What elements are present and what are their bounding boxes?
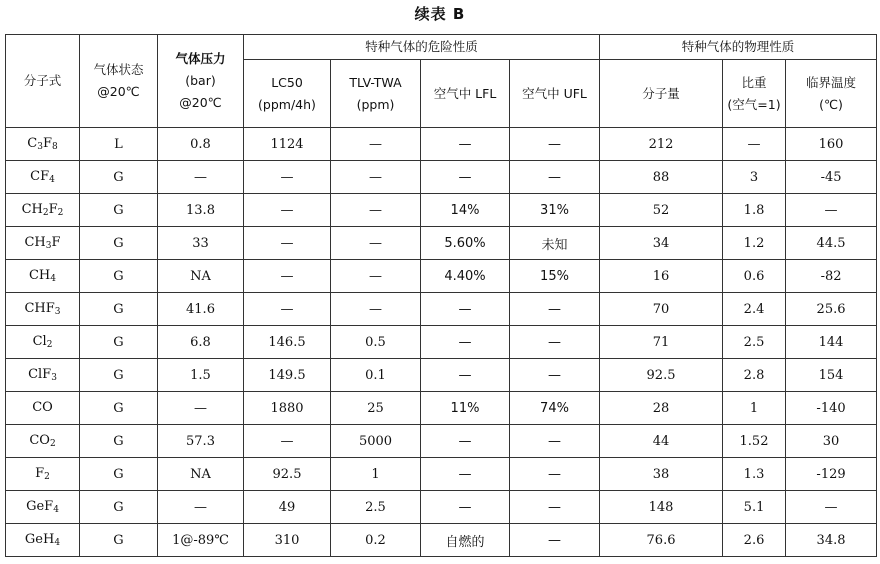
cell-pressure: 13.8 (158, 194, 244, 227)
cell-formula: GeF$_4$ (6, 491, 80, 524)
cell-tc: 154 (786, 359, 877, 392)
cell-tlv: 25 (331, 392, 421, 425)
cell-tc: -129 (786, 458, 877, 491)
cell-tc: -140 (786, 392, 877, 425)
cell-formula: ClF$_3$ (6, 359, 80, 392)
table-row (6, 293, 877, 326)
cell-lfl: 11% (421, 392, 510, 425)
cell-ufl: 未知 (510, 227, 600, 260)
gas-properties-table (5, 34, 877, 557)
cell-lfl: — (421, 458, 510, 491)
cell-lfl: 14% (421, 194, 510, 227)
cell-state: G (80, 161, 158, 194)
cell-formula: GeH$_4$ (6, 524, 80, 557)
cell-lc50: 310 (244, 524, 331, 557)
header-lfl: 空气中 LFL (421, 60, 510, 128)
cell-state: G (80, 524, 158, 557)
cell-pressure: 41.6 (158, 293, 244, 326)
cell-lc50: 1124 (244, 128, 331, 161)
header-tc: 临界温度 (℃) (786, 60, 877, 128)
cell-tlv: 0.5 (331, 326, 421, 359)
cell-tlv: — (331, 293, 421, 326)
cell-formula: $C_3F_8$ (6, 128, 80, 161)
cell-formula: $CF_4$ (6, 161, 80, 194)
cell-sg: — (723, 128, 786, 161)
cell-lfl: — (421, 293, 510, 326)
table-row (6, 524, 877, 557)
cell-lfl: — (421, 161, 510, 194)
cell-ufl: 15% (510, 260, 600, 293)
cell-sg: 2.4 (723, 293, 786, 326)
cell-tlv: — (331, 260, 421, 293)
cell-formula: $CO_2$ (6, 425, 80, 458)
table-row (6, 392, 877, 425)
cell-ufl: — (510, 128, 600, 161)
cell-formula: $F_2$ (6, 458, 80, 491)
cell-state: L (80, 128, 158, 161)
header-mw: 分子量 (600, 60, 723, 128)
cell-sg: 1.2 (723, 227, 786, 260)
header-ufl: 空气中 UFL (510, 60, 600, 128)
cell-tc: — (786, 491, 877, 524)
cell-state: G (80, 194, 158, 227)
cell-tc: 30 (786, 425, 877, 458)
cell-tc: 34.8 (786, 524, 877, 557)
header-lc50: LC50 (ppm/4h) (244, 60, 331, 128)
cell-pressure: — (158, 491, 244, 524)
cell-state: G (80, 491, 158, 524)
cell-pressure: 6.8 (158, 326, 244, 359)
cell-mw: 52 (600, 194, 723, 227)
cell-pressure: 0.8 (158, 128, 244, 161)
cell-mw: 88 (600, 161, 723, 194)
cell-lc50: — (244, 161, 331, 194)
cell-lc50: — (244, 194, 331, 227)
cell-tlv: — (331, 128, 421, 161)
cell-sg: 5.1 (723, 491, 786, 524)
cell-sg: 1.3 (723, 458, 786, 491)
cell-lc50: — (244, 260, 331, 293)
cell-tlv: — (331, 161, 421, 194)
cell-pressure: 1.5 (158, 359, 244, 392)
cell-lfl: — (421, 326, 510, 359)
table-row (6, 359, 877, 392)
cell-formula: $CH_3F$ (6, 227, 80, 260)
cell-mw: 34 (600, 227, 723, 260)
cell-lc50: — (244, 227, 331, 260)
cell-sg: 2.6 (723, 524, 786, 557)
table-row (6, 425, 877, 458)
table-row (6, 326, 877, 359)
cell-tc: -45 (786, 161, 877, 194)
cell-lfl: — (421, 359, 510, 392)
cell-tlv: — (331, 194, 421, 227)
cell-tc: 25.6 (786, 293, 877, 326)
cell-mw: 38 (600, 458, 723, 491)
cell-ufl: — (510, 425, 600, 458)
cell-lc50: 92.5 (244, 458, 331, 491)
table-row (6, 194, 877, 227)
cell-lfl: 自燃的 (421, 524, 510, 557)
cell-sg: 1.8 (723, 194, 786, 227)
cell-ufl: — (510, 491, 600, 524)
cell-mw: 44 (600, 425, 723, 458)
cell-state: G (80, 260, 158, 293)
cell-state: G (80, 227, 158, 260)
cell-lc50: 149.5 (244, 359, 331, 392)
cell-mw: 71 (600, 326, 723, 359)
cell-state: G (80, 326, 158, 359)
cell-tc: — (786, 194, 877, 227)
header-hazard-group: 特种气体的危险性质 (244, 35, 600, 60)
cell-ufl: — (510, 524, 600, 557)
cell-ufl: — (510, 458, 600, 491)
cell-ufl: — (510, 161, 600, 194)
header-state: 气体状态 @20℃ (80, 35, 158, 128)
cell-tc: 160 (786, 128, 877, 161)
cell-pressure: 1@-89℃ (158, 524, 244, 557)
cell-formula: $CH_4$ (6, 260, 80, 293)
header-pressure: 气体压力 (bar) @20℃ (158, 35, 244, 128)
cell-lc50: 146.5 (244, 326, 331, 359)
cell-mw: 28 (600, 392, 723, 425)
cell-mw: 16 (600, 260, 723, 293)
cell-ufl: — (510, 359, 600, 392)
cell-sg: 0.6 (723, 260, 786, 293)
cell-sg: 1.52 (723, 425, 786, 458)
cell-formula: $CH_2F_2$ (6, 194, 80, 227)
cell-lc50: 49 (244, 491, 331, 524)
cell-ufl: — (510, 293, 600, 326)
cell-state: G (80, 392, 158, 425)
header-physical-group: 特种气体的物理性质 (600, 35, 877, 60)
cell-mw: 148 (600, 491, 723, 524)
header-sg: 比重 (空气=1) (723, 60, 786, 128)
cell-pressure: 33 (158, 227, 244, 260)
cell-formula: $CHF_3$ (6, 293, 80, 326)
cell-tlv: 1 (331, 458, 421, 491)
table-caption: 续表 B (414, 5, 466, 23)
table-row (6, 491, 877, 524)
cell-pressure: — (158, 161, 244, 194)
cell-lfl: — (421, 425, 510, 458)
cell-formula: $Cl_2$ (6, 326, 80, 359)
cell-sg: 3 (723, 161, 786, 194)
cell-sg: 2.5 (723, 326, 786, 359)
cell-ufl: — (510, 326, 600, 359)
table-row (6, 161, 877, 194)
cell-lfl: 4.40% (421, 260, 510, 293)
cell-lfl: — (421, 491, 510, 524)
cell-pressure: NA (158, 458, 244, 491)
cell-mw: 212 (600, 128, 723, 161)
cell-sg: 2.8 (723, 359, 786, 392)
cell-sg: 1 (723, 392, 786, 425)
cell-lc50: — (244, 425, 331, 458)
table-row (6, 458, 877, 491)
header-formula: 分子式 (6, 35, 80, 128)
cell-state: G (80, 359, 158, 392)
cell-tc: -82 (786, 260, 877, 293)
cell-lfl: 5.60% (421, 227, 510, 260)
cell-tc: 144 (786, 326, 877, 359)
table-row (6, 128, 877, 161)
header-tlv: TLV-TWA (ppm) (331, 60, 421, 128)
cell-ufl: 74% (510, 392, 600, 425)
cell-pressure: 57.3 (158, 425, 244, 458)
cell-lfl: — (421, 128, 510, 161)
table-row (6, 227, 877, 260)
cell-mw: 92.5 (600, 359, 723, 392)
cell-mw: 76.6 (600, 524, 723, 557)
cell-mw: 70 (600, 293, 723, 326)
cell-formula: CO (6, 392, 80, 425)
cell-tlv: 0.2 (331, 524, 421, 557)
cell-ufl: 31% (510, 194, 600, 227)
cell-state: G (80, 425, 158, 458)
cell-tlv: — (331, 227, 421, 260)
cell-lc50: 1880 (244, 392, 331, 425)
cell-lc50: — (244, 293, 331, 326)
table-row (6, 260, 877, 293)
cell-tlv: 5000 (331, 425, 421, 458)
cell-tc: 44.5 (786, 227, 877, 260)
cell-state: G (80, 458, 158, 491)
cell-tlv: 0.1 (331, 359, 421, 392)
cell-tlv: 2.5 (331, 491, 421, 524)
cell-state: G (80, 293, 158, 326)
cell-pressure: — (158, 392, 244, 425)
cell-pressure: NA (158, 260, 244, 293)
